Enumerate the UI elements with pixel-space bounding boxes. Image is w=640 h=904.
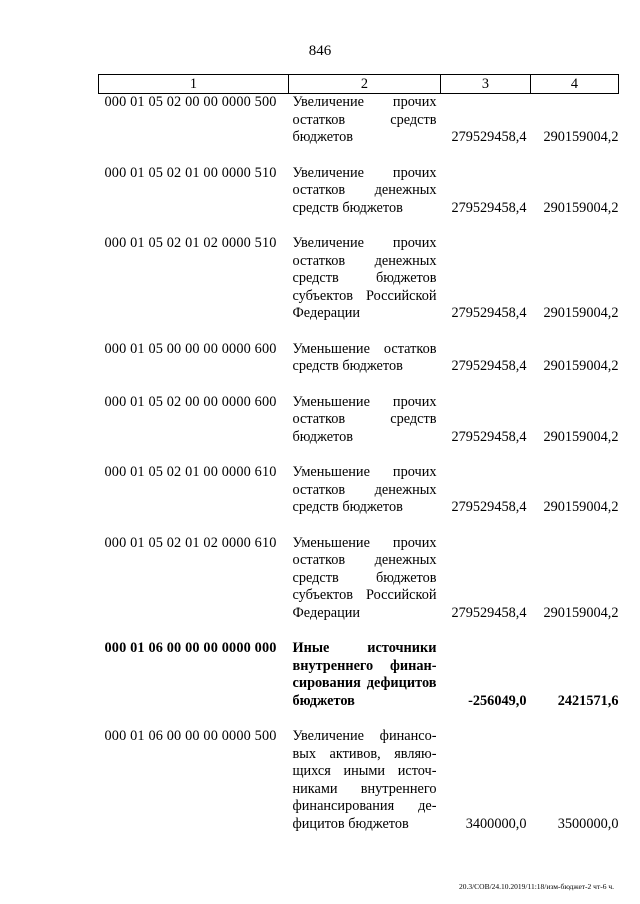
value-column-3-cell: 279529458,4	[451, 129, 527, 145]
budget-code-cell: 000 01 05 00 00 00 0000 600	[104, 340, 277, 357]
column-header-3: 3	[441, 75, 531, 94]
table-header-row	[99, 75, 619, 94]
description-cell: Увеличение прочих остатков денежных средств бюджетов субъектов Российской Федерации	[292, 235, 437, 321]
description-cell: Увеличение прочих остатков денежных средств бюджетов	[292, 164, 437, 216]
table-row	[99, 235, 619, 323]
table-row	[99, 94, 619, 147]
description-cell: Увеличение прочих остатков средств бюджетов	[292, 94, 437, 145]
table-row	[99, 341, 619, 376]
description-cell: Уменьшение остатков средств бюджетов	[292, 340, 437, 374]
page-number: 846	[308, 43, 332, 59]
description-cell: Иные источники внутреннего финансирования дефицитов бюджетов	[292, 640, 437, 709]
description-cell: Увеличение финансовых активов, являющихся иными источниками внутреннего финансирования дефицитов бюджетов	[292, 728, 437, 832]
budget-code-cell: 000 01 05 02 01 00 0000 510	[104, 164, 277, 181]
table-row	[99, 640, 619, 710]
description-cell: Уменьшение прочих остатков денежных средств бюджетов	[292, 464, 437, 515]
budget-code-cell: 000 01 05 02 01 02 0000 510	[104, 235, 277, 251]
budget-code-cell: 000 01 05 02 00 00 0000 500	[104, 94, 277, 110]
budget-code-cell: 000 01 06 00 00 00 0000 500	[104, 728, 277, 744]
budget-sources-table	[98, 74, 619, 833]
value-column-4-cell: 290159004,2	[543, 499, 619, 515]
table-row	[99, 464, 619, 517]
description-cell: Уменьшение прочих остатков денежных средств бюджетов субъектов Российской Федерации	[292, 534, 437, 621]
table-row	[99, 728, 619, 833]
row-spacer	[99, 376, 619, 394]
value-column-3-cell: 279529458,4	[451, 358, 527, 374]
budget-code-cell: 000 01 05 02 01 00 0000 610	[104, 464, 277, 480]
row-spacer	[99, 446, 619, 464]
column-header-2: 2	[289, 75, 441, 94]
budget-code-cell: 000 01 06 00 00 00 0000 000	[104, 640, 277, 656]
table-row	[99, 165, 619, 218]
budget-code-cell: 000 01 05 02 00 00 0000 600	[104, 393, 277, 410]
value-column-3-cell: 279529458,4	[451, 604, 527, 621]
column-header-1: 1	[99, 75, 289, 94]
row-spacer	[99, 710, 619, 728]
row-spacer	[99, 517, 619, 535]
document-footer-stamp: 20.3/СОВ/24.10.2019/11:18/изм-бюджет-2 чт-6 ч.	[458, 882, 614, 891]
row-spacer	[99, 323, 619, 341]
value-column-4-cell: 2421571,6	[557, 692, 619, 709]
value-column-3-cell: 279529458,4	[451, 305, 527, 321]
column-header-4: 4	[531, 75, 619, 94]
value-column-3-cell: -256049,0	[468, 692, 527, 709]
value-column-4-cell: 290159004,2	[543, 305, 619, 321]
value-column-3-cell: 3400000,0	[465, 815, 527, 832]
value-column-4-cell: 290159004,2	[543, 129, 619, 145]
value-column-3-cell: 279529458,4	[451, 499, 527, 515]
row-spacer	[99, 217, 619, 235]
budget-code-cell: 000 01 05 02 01 02 0000 610	[104, 534, 277, 551]
value-column-4-cell: 290159004,2	[543, 604, 619, 621]
description-cell: Уменьшение прочих остатков средств бюджетов	[292, 393, 437, 445]
table-row	[99, 394, 619, 447]
value-column-4-cell: 3500000,0	[557, 815, 619, 832]
value-column-3-cell: 279529458,4	[451, 428, 527, 445]
value-column-4-cell: 290159004,2	[543, 358, 619, 374]
value-column-4-cell: 290159004,2	[543, 428, 619, 445]
row-spacer	[99, 147, 619, 165]
value-column-3-cell: 279529458,4	[451, 199, 527, 216]
table-row	[99, 535, 619, 623]
value-column-4-cell: 290159004,2	[543, 199, 619, 216]
row-spacer	[99, 622, 619, 640]
